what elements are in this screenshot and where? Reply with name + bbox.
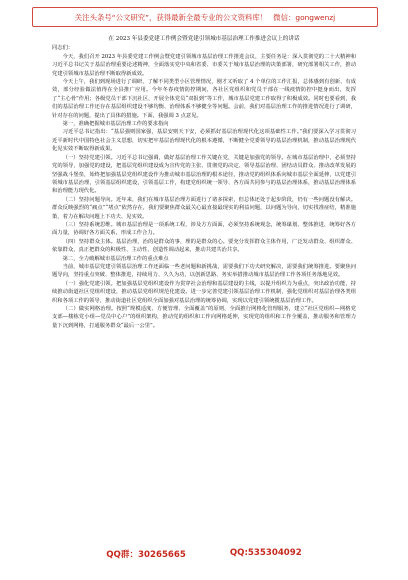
section-heading-2: 第二，全力破解城市基层治理工作的重点难点 [62, 255, 169, 262]
promo-banner-wechat: 微信：gongwenzj [273, 12, 336, 22]
paragraph: （四）坚持群众主体。基层治理，治的是群众的事，理的是群众的心。要充分发挥群众主体作用，广泛发动群众、组织群众、依靠群众，真正把群众的积极性、主动性、创造性调动起来，推动共建共治共享。 [52, 238, 356, 254]
paragraph: 今天，我们召开 2023 年县委党建工作例会暨党建引领城市基层治理工作推进会议，主要任务是：深入贯彻党的二十大精神和习近平总书记关于基层治理重要论述精神，全面落实党中央和省委、市委关于城市基层治理的决策部署，研究部署相关工作，推动党建引领城市基层治理不断取得新成效。 [52, 53, 356, 77]
paragraph: （二）坚持问题导向。近年来，我们在城市基层治理方面进行了诸多探索，但总体还处于起步阶段，仍有一些问题没有解决。群众反映强烈的“痛点”“堵点”依然存在，我们要聚焦群众最关心最直接最现实的利益问题，以问题为导向，切实找准症结，精准施策，着力在解决问题上下功夫、见实效。 [52, 196, 356, 220]
contact-footer [0, 548, 408, 562]
qq-group-text: QQ群：30265665 [106, 550, 186, 560]
paragraph: 习近平总书记指出：“基层强则国家强，基层安则天下安，必须抓好基层治理现代化这项基础性工作。”我们要深入学习贯彻习近平新时代中国特色社会主义思想，切实把牢基层治理现代化的根本遵循，不断健全党委领导的基层治理机制，推动基层治理现代化见实效不断取得新成果。 [52, 129, 356, 153]
paragraph: 今天上午，我们到现场进行了调研，了解不同类型小区管理情况，刚才又听取了 4 个单位的工作汇报，总体感到有创新、有成效，部分经验做法值得在全县推广应用。今年冬春疫情防控期间，各社区党组织和党员干部在一线疫情防控中挺身而出，发挥了“主心骨”作用；各级党员干部下沉社区，开展全体党员“双报到”等工作，城市基层党建工作取得了积极成效。同时也要看到，我们的基层治理工作还存在基层组织建设不够均衡、治理体系不够健全等问题。会前，我们对基层治理工作的推进情况进行了调研，针对存在的问题，提出了具体的措施。下面，我强调 3 点意见。 [52, 79, 356, 119]
paragraph: （一）强化党建引领。把加强基层党组织建设作为贯穿社会治理和基层建设的主线，以提升组织力为重点，突出政治功能，持续推动街道社区党组织建设，推动基层党组织规范化建设。进一步完善党建引领基层治理工作机制，强化党组织对基层治理各类组织和各项工作的领导，推动街道社区党组织全面加强对基层治理的统筹协调，实现以党建引领统揽基层治理工作。 [52, 280, 356, 304]
paragraph: （三）坚持系统思维。城市基层治理是一项系统工程，涉及方方面面，必须坚持系统观念，统筹谋划、整体推进，统筹好各方面力量，协调好各方面关系，形成工作合力。 [52, 221, 356, 237]
promo-banner [32, 7, 378, 27]
salutation: 同志们： [52, 45, 74, 52]
qq-text: QQ:535304092 [229, 548, 302, 558]
document-body [52, 35, 356, 543]
section-heading-1: 第一，准确把握城市基层治理工作的要求指向 [62, 121, 169, 128]
document-title: 在 2023 年县委党建工作例会暨党建引领城市基层治理工作推进会议上的讲话 [108, 36, 300, 42]
paragraph: （一）坚持党建引领。习近平总书记强调，做好基层治理工作关键在党，关键是加强党的领导。在城市基层治理中，必须坚持党的领导，加强党的建设，把基层党组织建设成为宣传党的主张、贯彻党的决定、领导基层治理、团结动员群众、推动改革发展的坚强战斗堡垒，始终把加强基层党组织建设作为推动城市基层治理的根本途径，推动党的组织体系向城市基层全面延伸，以党建引领城市基层治理，引领基层组织建设，引领基层工作，构建党组织统一领导、各方面共同参与的基层治理体系，推动基层治理体系和治理能力现代化。 [52, 154, 356, 195]
promo-banner-text: 关注头条号“公文研究”，获得最新全最专业的公文资料库！ [74, 12, 268, 22]
paragraph: （二）做实网格治理。按照“规模适度、方便管理、全面覆盖”的原则，全面推行网格化管理服务，建立“社区党组织—网格党支部—楼栋党小组—党员中心户”的组织架构，推动党的组织和工作向网格延伸，实现党的组织和工作全覆盖，推动服务和管理力量下沉到网格，打通服务群众“最后一公里”。 [52, 306, 356, 329]
paragraph: 当前，城市基层党建引领基层治理工作还面临一些老问题和新挑战，需要我们下功夫研究解决，需要我们统筹推进。要聚焦问题导向，坚持重点突破、整体推进，持续用力、久久为功，以创新思路、务实举措推动城市基层治理工作各项任务落地见效。 [52, 263, 356, 279]
